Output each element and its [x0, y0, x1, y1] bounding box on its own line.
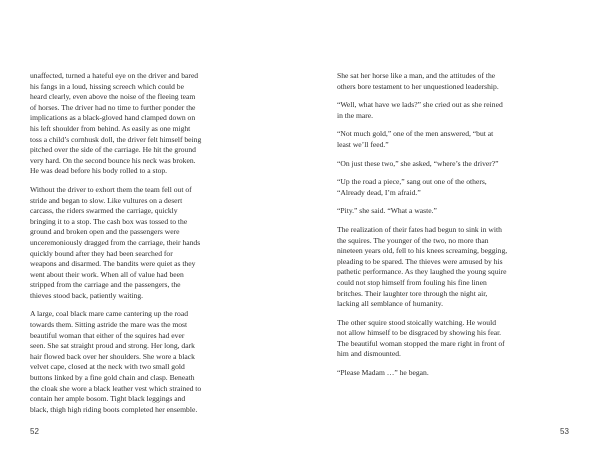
- paragraph: “Not much gold,” one of the men answered, “but at least we’ll feed.”: [337, 129, 494, 149]
- paragraph: “Pity.” she said. “What a waste.”: [337, 206, 437, 216]
- paragraph: The realization of their fates had begun to sink in with the squires. The younger of the two, no more than nineteen years old, fell to his knees screaming, begging, pleading to be spared. The thieves were amused by his pathetic performance. As they laughed the young squire could not stop himself from fouling his fine linen britches. Their laughter tore through the night air, lacking all semblance of humanity.: [337, 224, 508, 309]
- paragraph: She sat her horse like a man, and the attitudes of the others bore testament to her unquestioned leadership.: [337, 71, 499, 91]
- left-page-text: [30, 71, 262, 423]
- paragraph: “Please Madam …” he began.: [337, 368, 429, 378]
- right-page-text: [337, 71, 569, 387]
- paragraph: “Well, what have we lads?” she cried out as she reined in the mare.: [337, 100, 503, 120]
- paragraph: The other squire stood stoically watching. He would not allow himself to be disgraced by showing his fear. The beautiful woman stopped the mare right in front of him and dismounted.: [337, 317, 505, 359]
- paragraph: “On just these two,” she asked, “where’s the driver?”: [337, 158, 499, 168]
- right-page: [300, 0, 600, 463]
- paragraph: A large, coal black mare came cantering up the road towards them. Sitting astride the mare was the most beautiful woman that either of the squires had ever seen. She sat straight proud and strong. Her long, dark hair flowed back over her shoulders. She wore a black velvet cape, closed at the neck with two small gold buttons linked by a fine gold chain and clasp. Beneath the cloak she wore a black leather vest which strained to contain her ample bosom. Tight black leggings and black, thigh high riding boots completed her ensemble.: [30, 309, 202, 414]
- paragraph: Without the driver to exhort them the team fell out of stride and began to slow. Like vultures on a desert carcass, the riders swarmed the carriage, quickly bringing it to a stop. The cash box was tossed to the ground and broken open and the passengers were unceremoniously dragged from the carriage, their hands quickly bound after they had been searched for weapons and disarmed. The bandits were quiet as they went about their work. When all of value had been stripped from the carriage and the passengers, the thieves stood back, patiently waiting.: [30, 184, 201, 300]
- page-number-left: 52: [30, 427, 39, 436]
- page-number-right: 53: [560, 427, 569, 436]
- paragraph: “Up the road a piece,” sang out one of the others, “Already dead, I’m afraid.”: [337, 177, 487, 197]
- paragraph: unaffected, turned a hateful eye on the driver and bared his fangs in a loud, hissing screech which could be heard clearly, even above the noise of the fleeing team of horses. The driver had no time to further ponder the implications as a black-gloved hand clamped down on his left shoulder from behind. As easily as one might toss a child’s cornhusk doll, the driver felt himself being pitched over the side of the carriage. He hit the ground very hard. On the second bounce his neck was broken. He was dead before his body rolled to a stop.: [30, 71, 202, 176]
